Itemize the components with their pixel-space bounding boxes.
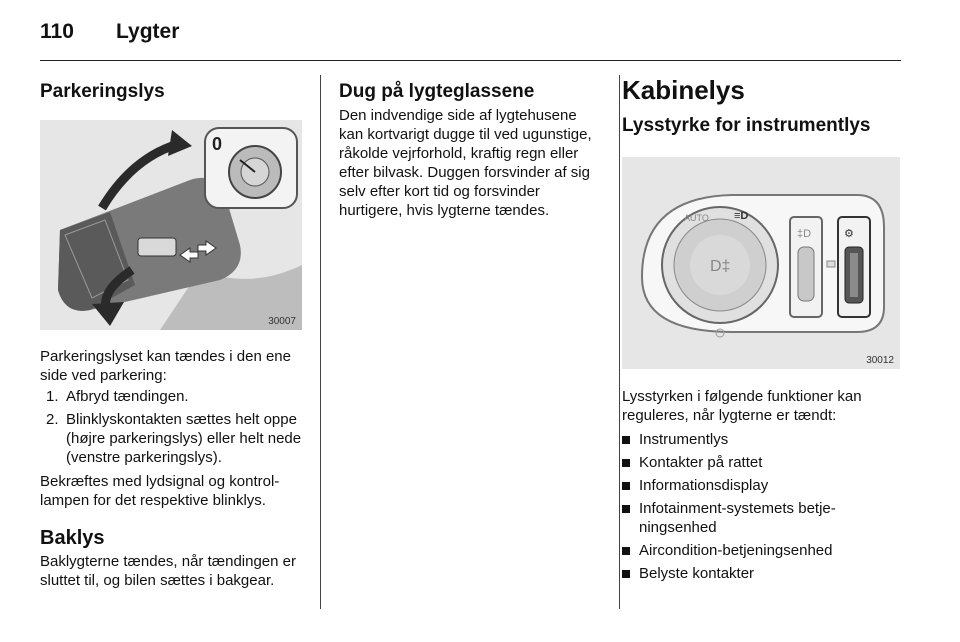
figure-code: 30007 (268, 316, 296, 327)
svg-text:AUTO: AUTO (684, 213, 709, 223)
column-parkeringslys (40, 72, 302, 590)
bullet-square-icon (622, 505, 630, 513)
list-item: Instrumentlys (622, 430, 902, 449)
list-item: Belyste kontakter (622, 564, 902, 583)
list-item: Infotainment-systemets betjeningsenhed (622, 499, 902, 537)
paragraph-parking-intro: Parkeringslyset kan tændes i den ene side ved parkering: (40, 348, 291, 384)
header-rule (40, 60, 901, 61)
subheading-instrumentlys: Lysstyrke for instrumentlys (622, 115, 871, 136)
figure-turn-signal-lever (40, 120, 302, 330)
column-kabinelys (622, 72, 902, 587)
adjustable-functions-list (622, 430, 902, 583)
section-heading-kabinelys: Kabinelys (622, 75, 745, 105)
page-number: 110 (40, 20, 74, 43)
figure-code: 30012 (866, 355, 894, 366)
svg-text:‡D: ‡D (797, 228, 812, 240)
column-dug (339, 72, 604, 220)
paragraph-brightness-intro: Lysstyrken i følgende funktioner kan reguleres, når lygterne er tændt: (622, 388, 862, 424)
svg-text:0: 0 (212, 134, 223, 154)
chapter-title: Lygter (116, 20, 180, 43)
paragraph-baklys: Baklygterne tændes, når tændingen er sluttet til, og bilen sættes i bakgear. (40, 553, 296, 589)
list-item: 2. Blinklyskontakten sættes helt oppe (højre parkeringslys) eller helt nede (venstre parkeringslys). (46, 411, 302, 466)
list-item: Kontakter på rattet (622, 453, 902, 472)
paragraph-confirmation: Bekræftes med lydsignal og kontrollampen for det respektive blinklys. (40, 473, 280, 509)
paragraph-dug: Den indvendige side af lygtehusene kan kortvarigt dugge til ved ugunstige, råkolde vejrforhold, kraftig regn eller efter bilvask. Duggen forsvinder af sig selv efter kort tid og forsvinder hurtigere, hvis lygterne tændes. (339, 107, 592, 219)
light-switch-illustration (622, 157, 900, 369)
section-heading-baklys: Baklys (40, 527, 105, 549)
bullet-square-icon (622, 436, 630, 444)
list-item: Informationsdisplay (622, 476, 902, 495)
list-item: 1. Afbryd tændingen. (46, 388, 189, 405)
list-item: Aircondition-betjeningsenhed (622, 541, 902, 560)
bullet-square-icon (622, 547, 630, 555)
turn-signal-lever-illustration (40, 120, 302, 330)
steps-list (40, 387, 302, 467)
figure-light-switch-panel (622, 157, 900, 369)
svg-text:⚙: ⚙ (844, 228, 854, 240)
section-heading-parkeringslys: Parkeringslys (40, 81, 165, 102)
bullet-square-icon (622, 570, 630, 578)
bullet-square-icon (622, 482, 630, 490)
bullet-square-icon (622, 459, 630, 467)
svg-text:D‡: D‡ (710, 258, 731, 275)
column-divider-1 (320, 75, 321, 609)
section-heading-dug: Dug på lygteglassene (339, 81, 535, 102)
svg-text:≡D: ≡D (734, 210, 749, 222)
column-divider-2 (619, 75, 620, 609)
